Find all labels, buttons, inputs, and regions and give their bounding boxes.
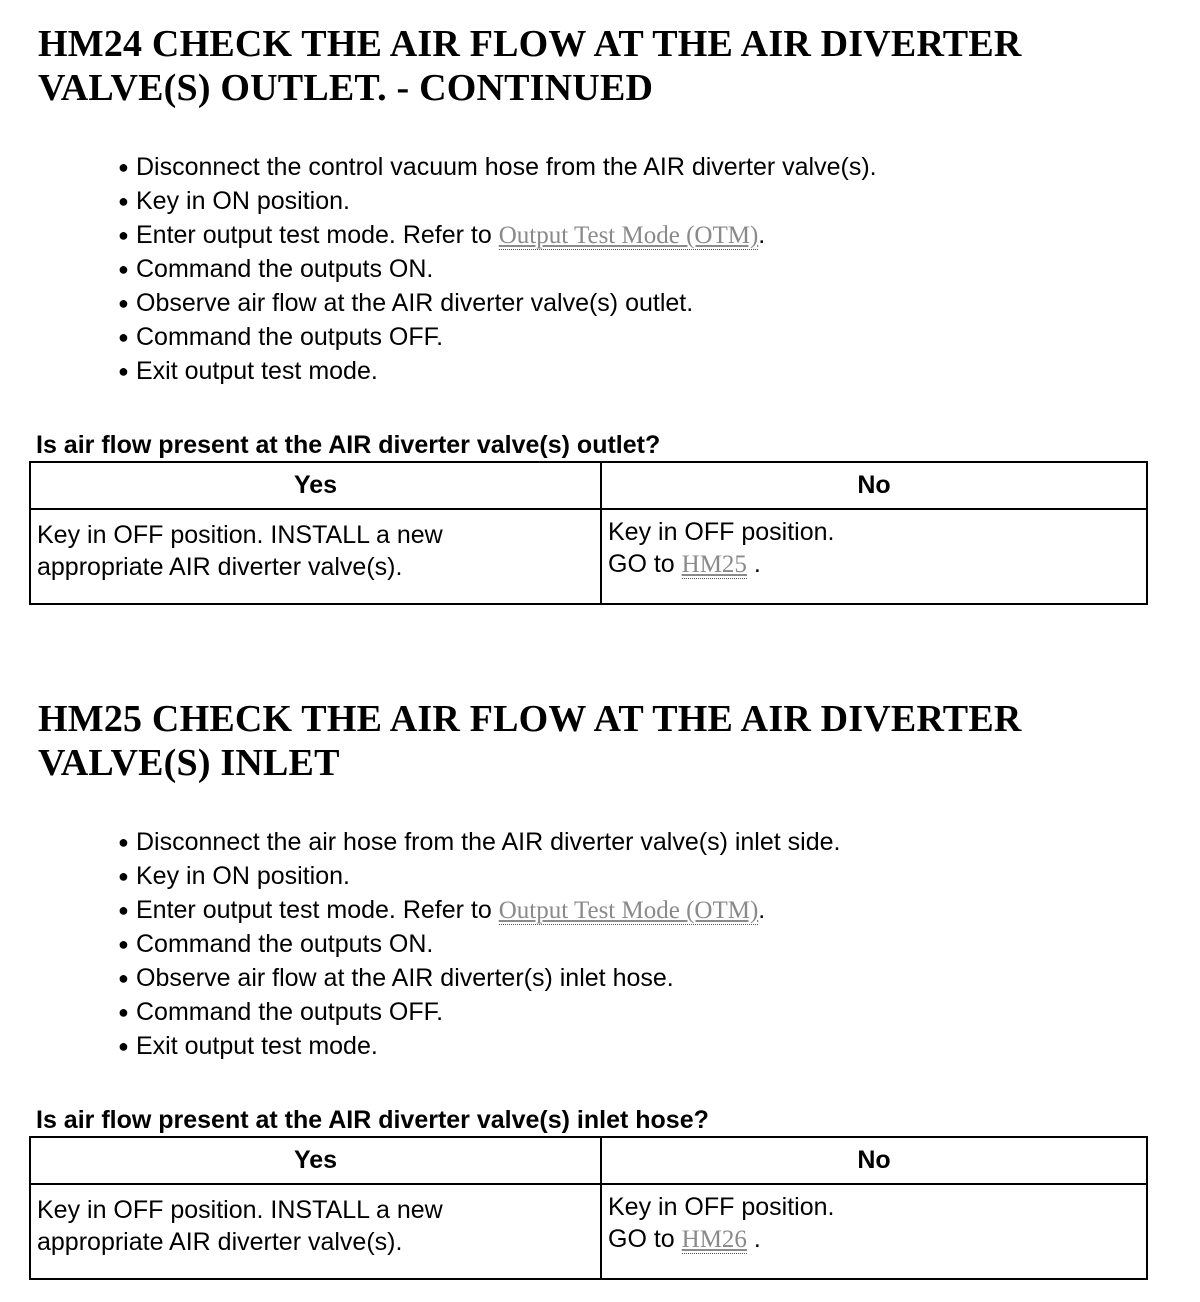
step-list bbox=[118, 150, 877, 388]
bullet-icon: ● bbox=[118, 361, 129, 381]
yes-line-1: Key in OFF position. INSTALL a new bbox=[37, 1196, 443, 1224]
step-item bbox=[118, 961, 840, 995]
step-item bbox=[118, 184, 877, 218]
step-item bbox=[118, 150, 877, 184]
step-item bbox=[118, 320, 877, 354]
step-item bbox=[118, 252, 877, 286]
step-text: Command the outputs OFF. bbox=[136, 323, 444, 351]
no-line-1: Key in OFF position. bbox=[608, 518, 835, 546]
step-item bbox=[118, 995, 840, 1029]
goto-after: . bbox=[746, 550, 761, 578]
no-header: No bbox=[601, 462, 1147, 509]
decision-question: Is air flow present at the AIR diverter valve(s) outlet? bbox=[36, 431, 661, 459]
table-row bbox=[30, 1184, 1147, 1279]
no-line-2 bbox=[608, 548, 1140, 580]
step-text: Observe air flow at the AIR diverter valve(s) outlet. bbox=[136, 289, 694, 317]
decision-table bbox=[29, 1136, 1148, 1280]
no-cell bbox=[601, 1184, 1147, 1279]
yes-line-2: appropriate AIR diverter valve(s). bbox=[37, 1228, 403, 1256]
step-text: Exit output test mode. bbox=[136, 1032, 378, 1060]
step-item bbox=[118, 859, 840, 893]
no-line-1: Key in OFF position. bbox=[608, 1193, 835, 1221]
bullet-icon: ● bbox=[118, 157, 129, 177]
decision-question: Is air flow present at the AIR diverter valve(s) inlet hose? bbox=[36, 1106, 709, 1134]
yes-line-2: appropriate AIR diverter valve(s). bbox=[37, 553, 403, 581]
goto-after: . bbox=[746, 1225, 761, 1253]
bullet-icon: ● bbox=[118, 934, 129, 954]
step-text-after: . bbox=[758, 896, 766, 924]
section-heading: HM25 CHECK THE AIR FLOW AT THE AIR DIVERTER VALVE(S) INLET bbox=[38, 698, 1022, 784]
bullet-icon: ● bbox=[118, 1036, 129, 1056]
table-header-row bbox=[30, 462, 1147, 509]
step-text: Command the outputs ON. bbox=[136, 255, 434, 283]
step-text: Key in ON position. bbox=[136, 187, 350, 215]
table-row bbox=[30, 509, 1147, 604]
yes-cell bbox=[30, 509, 601, 604]
yes-header: Yes bbox=[30, 462, 601, 509]
table-header-row bbox=[30, 1137, 1147, 1184]
step-item bbox=[118, 218, 877, 252]
step-list bbox=[118, 825, 840, 1063]
no-line-2 bbox=[608, 1223, 1140, 1255]
step-text: Enter output test mode. Refer to bbox=[136, 221, 499, 249]
yes-header: Yes bbox=[30, 1137, 601, 1184]
step-item bbox=[118, 893, 840, 927]
bullet-icon: ● bbox=[118, 866, 129, 886]
step-item bbox=[118, 286, 877, 320]
step-text: Observe air flow at the AIR diverter(s) inlet hose. bbox=[136, 964, 674, 992]
bullet-icon: ● bbox=[118, 293, 129, 313]
no-header: No bbox=[601, 1137, 1147, 1184]
step-item bbox=[118, 354, 877, 388]
step-text: Key in ON position. bbox=[136, 862, 350, 890]
step-item bbox=[118, 927, 840, 961]
step-item bbox=[118, 825, 840, 859]
bullet-icon: ● bbox=[118, 968, 129, 988]
step-text: Command the outputs OFF. bbox=[136, 998, 444, 1026]
bullet-icon: ● bbox=[118, 191, 129, 211]
yes-line-1: Key in OFF position. INSTALL a new bbox=[37, 521, 443, 549]
yes-cell bbox=[30, 1184, 601, 1279]
step-text: Exit output test mode. bbox=[136, 357, 378, 385]
step-text-after: . bbox=[758, 221, 766, 249]
bullet-icon: ● bbox=[118, 327, 129, 347]
decision-table bbox=[29, 461, 1148, 605]
step-text: Disconnect the air hose from the AIR diverter valve(s) inlet side. bbox=[136, 828, 841, 856]
bullet-icon: ● bbox=[118, 225, 129, 245]
no-cell bbox=[601, 509, 1147, 604]
goto-link-hm25[interactable]: HM25 bbox=[681, 551, 747, 578]
step-text: Disconnect the control vacuum hose from the AIR diverter valve(s). bbox=[136, 153, 877, 181]
step-text: Enter output test mode. Refer to bbox=[136, 896, 499, 924]
bullet-icon: ● bbox=[118, 900, 129, 920]
bullet-icon: ● bbox=[118, 1002, 129, 1022]
bullet-icon: ● bbox=[118, 259, 129, 279]
otm-link[interactable]: Output Test Mode (OTM) bbox=[498, 222, 759, 249]
goto-text: GO to bbox=[608, 1225, 682, 1253]
goto-link-hm26[interactable]: HM26 bbox=[681, 1226, 747, 1253]
step-text: Command the outputs ON. bbox=[136, 930, 434, 958]
goto-text: GO to bbox=[608, 550, 682, 578]
bullet-icon: ● bbox=[118, 832, 129, 852]
step-item bbox=[118, 1029, 840, 1063]
section-heading: HM24 CHECK THE AIR FLOW AT THE AIR DIVERTER VALVE(S) OUTLET. - CONTINUED bbox=[38, 23, 1022, 109]
otm-link[interactable]: Output Test Mode (OTM) bbox=[498, 897, 759, 924]
